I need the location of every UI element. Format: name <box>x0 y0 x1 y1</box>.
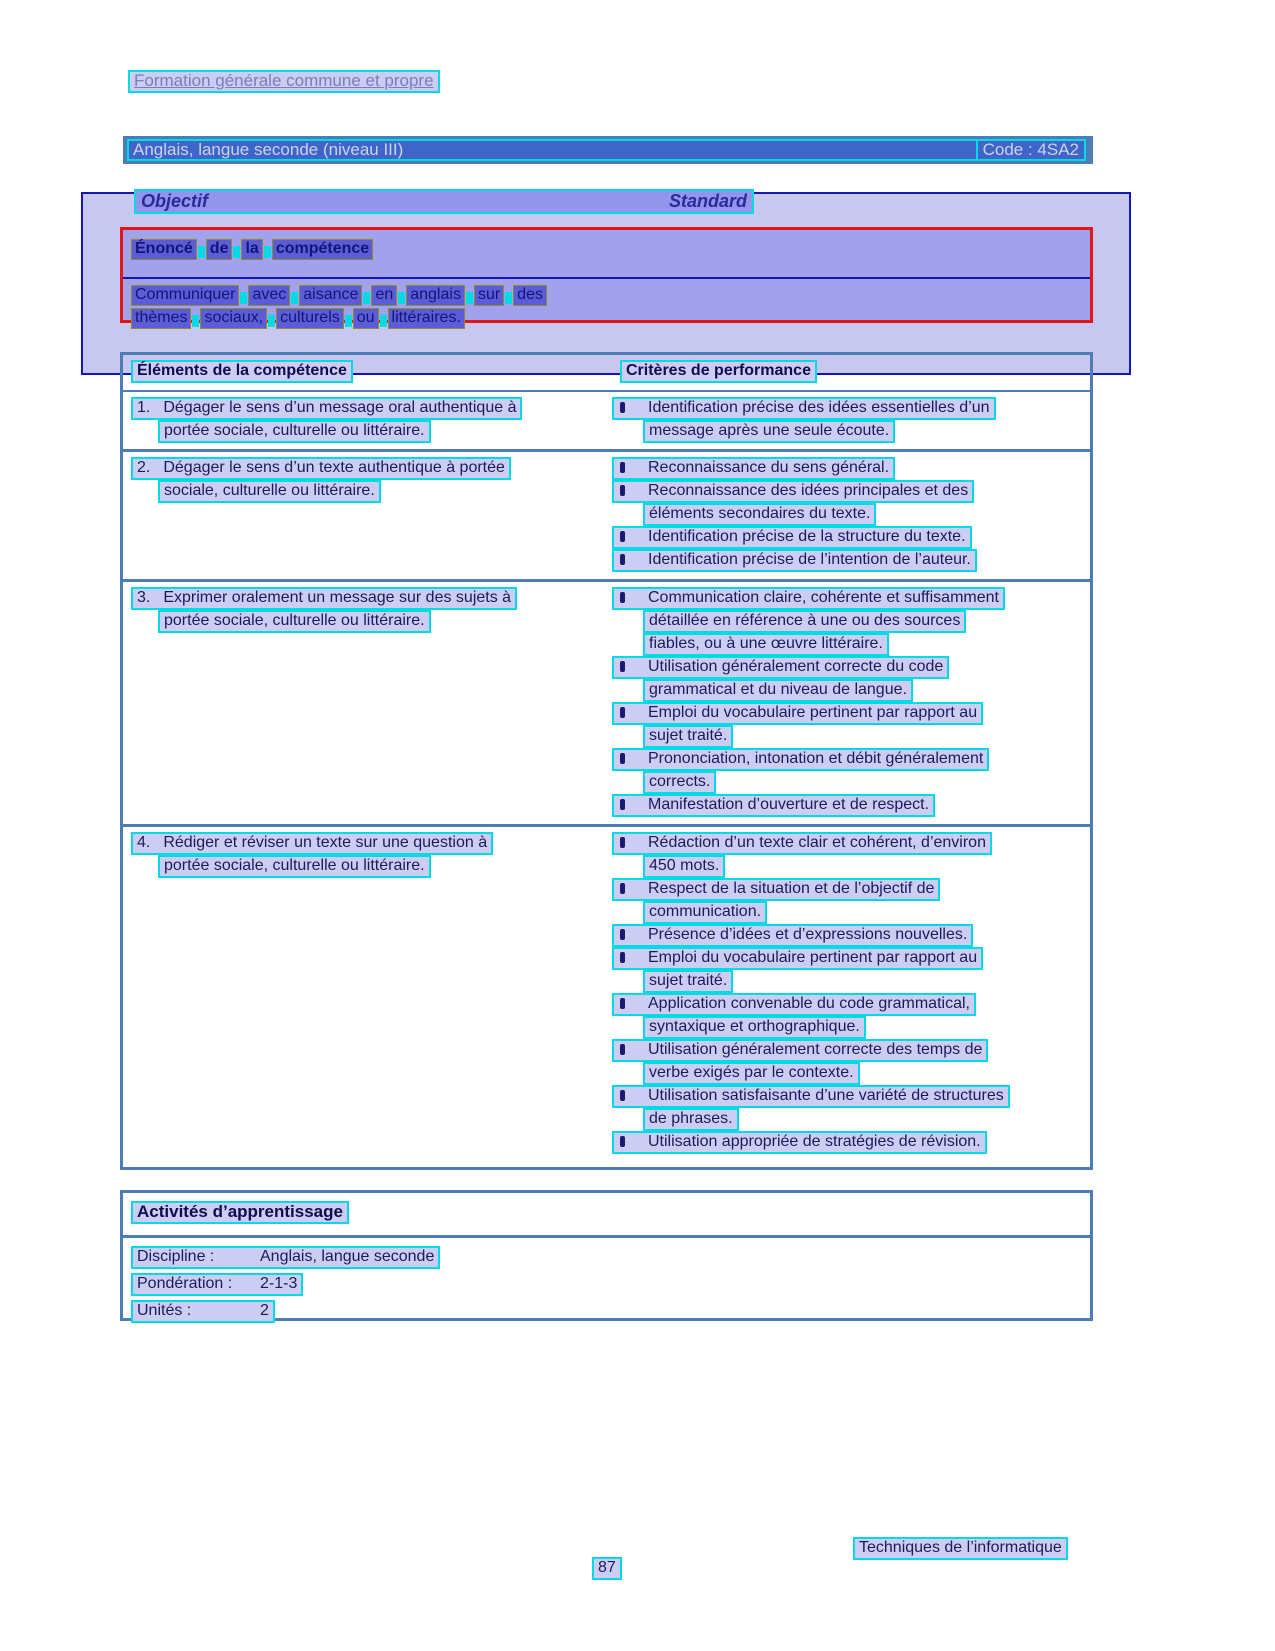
bullet-icon <box>620 952 625 963</box>
space-marker <box>291 292 298 304</box>
field-label: Discipline : <box>137 1248 215 1265</box>
enonce-box <box>120 227 1093 326</box>
space-marker <box>198 246 205 258</box>
criterion-line-text: Respect de la situation et de l’objectif de <box>648 880 935 897</box>
space-marker <box>380 315 387 327</box>
bullet-icon <box>620 485 625 496</box>
criterion-text <box>612 587 1005 610</box>
bullet-icon <box>620 883 625 894</box>
criterion-text <box>612 947 983 970</box>
field-value: 2-1-3 <box>260 1275 298 1292</box>
element-text <box>158 420 431 443</box>
criterion-line <box>612 702 1090 725</box>
bullet-icon <box>620 837 625 848</box>
criterion-line <box>612 480 1090 503</box>
criterion-line <box>612 748 1090 771</box>
bullet-icon <box>620 753 625 764</box>
activities-title-text: Activités d’apprentissage <box>131 1201 349 1224</box>
element-number: 4. <box>137 834 151 851</box>
activities-box <box>120 1190 1093 1321</box>
bullet-icon <box>620 554 625 565</box>
activity-field <box>131 1273 440 1300</box>
criterion-text <box>643 855 725 878</box>
space-marker <box>264 246 271 258</box>
criterion-text <box>612 549 977 572</box>
criterion-line <box>612 1039 1090 1062</box>
criterion-text <box>643 771 716 794</box>
word-box: sur <box>474 285 504 306</box>
activity-field-text <box>131 1300 275 1323</box>
element-number: 2. <box>137 459 151 476</box>
criterion-line <box>612 901 1090 924</box>
space-marker <box>233 246 240 258</box>
element-line-text: Dégager le sens d’un texte authentique à portée <box>163 459 505 476</box>
field-value: 2 <box>260 1302 269 1319</box>
element-text <box>158 855 431 878</box>
criterion-line-text: Emploi du vocabulaire pertinent par rapport au <box>648 704 978 721</box>
criterion-line <box>612 970 1090 993</box>
criterion-text <box>612 1085 1010 1108</box>
element-line-text: portée sociale, culturelle ou littéraire. <box>164 422 425 439</box>
criterion-text <box>643 725 733 748</box>
criterion-line-text: éléments secondaires du texte. <box>649 505 871 522</box>
criterion-line-text: Reconnaissance des idées principales et des <box>648 482 969 499</box>
space-marker <box>466 292 473 304</box>
bullet-icon <box>620 998 625 1009</box>
element-cell <box>123 587 612 824</box>
table-row <box>123 392 1090 449</box>
course-title: Anglais, langue seconde (niveau III) <box>133 140 404 159</box>
word-box: littéraires. <box>388 308 465 329</box>
criterion-text <box>612 656 949 679</box>
criterion-text <box>612 480 974 503</box>
criterion-line <box>612 397 1090 420</box>
criterion-line-text: 450 mots. <box>649 857 720 874</box>
criterion-line <box>612 1085 1090 1108</box>
criterion-text <box>643 1108 739 1131</box>
criterion-line <box>612 656 1090 679</box>
competence-table <box>120 352 1093 1170</box>
criterion-line-text: Reconnaissance du sens général. <box>648 459 890 476</box>
criterion-text <box>612 748 989 771</box>
criterion-line-text: Manifestation d’ouverture et de respect. <box>648 796 930 813</box>
element-line <box>131 610 612 633</box>
criterion-line-text: détaillée en référence à une ou des sources <box>649 612 961 629</box>
criterion-line <box>612 420 1090 443</box>
criterion-line-text: Identification précise des idées essentielles d’un <box>648 399 990 416</box>
word-box: anglais <box>406 285 465 306</box>
element-text <box>158 610 431 633</box>
footer-program-text: Techniques de l’informatique <box>853 1537 1068 1560</box>
criterion-line-text: corrects. <box>649 773 711 790</box>
footer-program <box>853 1537 1068 1560</box>
criterion-line <box>612 855 1090 878</box>
criterion-line-text: fiables, ou à une œuvre littéraire. <box>649 635 883 652</box>
criterion-line-text: communication. <box>649 903 762 920</box>
criterion-text <box>643 633 889 656</box>
criterion-text <box>612 1039 988 1062</box>
bullet-icon <box>620 1090 625 1101</box>
criterion-line-text: Utilisation généralement correcte du code <box>648 658 944 675</box>
criterion-line-text: Prononciation, intonation et débit généralement <box>648 750 984 767</box>
table-body <box>123 392 1090 1166</box>
word-box: la <box>241 239 262 260</box>
col2-header: Critères de performance <box>620 360 817 383</box>
activities-fields <box>131 1246 440 1327</box>
activity-field <box>131 1300 440 1327</box>
activity-field-text <box>131 1246 440 1269</box>
enonce-statement-line <box>131 285 547 307</box>
bullet-icon <box>620 531 625 542</box>
criterion-line-text: Utilisation généralement correcte des temps de <box>648 1041 983 1058</box>
word-box: aisance <box>299 285 362 306</box>
element-cell <box>123 397 612 449</box>
table-header-row <box>123 355 1090 392</box>
criterion-line-text: Application convenable du code grammatical, <box>648 995 970 1012</box>
element-text <box>131 832 493 855</box>
criterion-line <box>612 771 1090 794</box>
criterion-line <box>612 526 1090 549</box>
word-box: avec <box>248 285 290 306</box>
criteria-cell <box>612 832 1090 1166</box>
criterion-text <box>643 901 767 924</box>
criterion-line-text: Identification précise de la structure du texte. <box>648 528 966 545</box>
criterion-line-text: Emploi du vocabulaire pertinent par rapport au <box>648 949 978 966</box>
criterion-line <box>612 587 1090 610</box>
criterion-text <box>643 679 913 702</box>
element-text <box>131 457 511 480</box>
criterion-line <box>612 993 1090 1016</box>
element-line <box>131 420 612 443</box>
space-marker <box>363 292 370 304</box>
criterion-line <box>612 549 1090 572</box>
word-box: ou <box>353 308 379 329</box>
page-number-text: 87 <box>592 1557 622 1580</box>
element-line-text: Dégager le sens d’un message oral authentique à <box>163 399 517 416</box>
criterion-line <box>612 924 1090 947</box>
element-line-text: portée sociale, culturelle ou littéraire. <box>164 612 425 629</box>
criterion-text <box>612 526 972 549</box>
course-code: Code : 4SA2 <box>976 139 1086 161</box>
criterion-line <box>612 633 1090 656</box>
space-marker <box>192 315 199 327</box>
criterion-text <box>612 1131 987 1154</box>
element-cell <box>123 457 612 579</box>
element-line-text: portée sociale, culturelle ou littéraire. <box>164 857 425 874</box>
document-title-text: Formation générale commune et propre <box>128 70 440 93</box>
element-text <box>131 587 517 610</box>
element-line <box>131 855 612 878</box>
criteria-cell <box>612 457 1090 579</box>
criterion-text <box>612 832 992 855</box>
table-row <box>123 449 1090 579</box>
criterion-line <box>612 878 1090 901</box>
criterion-text <box>612 702 983 725</box>
element-line-text: Rédiger et réviser un texte sur une question à <box>163 834 488 851</box>
criterion-text <box>643 1062 860 1085</box>
element-line <box>131 457 612 480</box>
word-box: de <box>206 239 233 260</box>
page-number <box>592 1557 622 1580</box>
space-marker <box>398 292 405 304</box>
activities-separator <box>123 1235 1090 1238</box>
word-box: Communiquer <box>131 285 239 306</box>
criterion-text <box>643 610 966 633</box>
element-line <box>131 832 612 855</box>
course-bar-highlight <box>127 139 1086 161</box>
bullet-icon <box>620 799 625 810</box>
criterion-line-text: sujet traité. <box>649 972 728 989</box>
criterion-line <box>612 1131 1090 1154</box>
element-line-text: sociale, culturelle ou littéraire. <box>164 482 375 499</box>
element-cell <box>123 832 612 1166</box>
criterion-text <box>643 503 876 526</box>
criterion-line-text: Utilisation appropriée de stratégies de révision. <box>648 1133 981 1150</box>
document-title <box>128 70 440 93</box>
table-row <box>123 579 1090 824</box>
criteria-cell <box>612 397 1090 449</box>
space-marker <box>268 315 275 327</box>
criterion-line-text: Présence d’idées et d’expressions nouvelles. <box>648 926 968 943</box>
criterion-line-text: Utilisation satisfaisante d’une variété de structures <box>648 1087 1004 1104</box>
objectif-header: Objectif <box>141 191 209 211</box>
criterion-text <box>612 878 940 901</box>
criterion-line-text: de phrases. <box>649 1110 733 1127</box>
standard-header: Standard <box>668 191 747 211</box>
criterion-line-text: message après une seule écoute. <box>649 422 890 439</box>
element-line <box>131 587 612 610</box>
criterion-line <box>612 457 1090 480</box>
field-label: Pondération : <box>137 1275 233 1292</box>
bullet-icon <box>620 402 625 413</box>
criterion-line-text: syntaxique et orthographique. <box>649 1018 860 1035</box>
element-line <box>131 397 612 420</box>
enonce-statement <box>131 285 547 331</box>
criterion-line <box>612 832 1090 855</box>
table-row <box>123 824 1090 1166</box>
word-box: sociaux, <box>200 308 267 329</box>
word-box: des <box>513 285 547 306</box>
bullet-icon <box>620 1044 625 1055</box>
criterion-text <box>643 420 895 443</box>
activity-field-text <box>131 1273 303 1296</box>
criterion-line <box>612 725 1090 748</box>
bullet-icon <box>620 929 625 940</box>
criterion-text <box>612 993 976 1016</box>
enonce-statement-line <box>131 308 547 330</box>
bullet-icon <box>620 707 625 718</box>
field-value: Anglais, langue seconde <box>260 1248 435 1265</box>
course-bar <box>123 136 1093 164</box>
criterion-line <box>612 610 1090 633</box>
space-marker <box>345 315 352 327</box>
criterion-line <box>612 503 1090 526</box>
criterion-line-text: sujet traité. <box>649 727 728 744</box>
objectif-standard-strip <box>134 189 754 214</box>
criterion-text <box>612 397 996 420</box>
activity-field <box>131 1246 440 1273</box>
criterion-line-text: Identification précise de l’intention de l’auteur. <box>648 551 971 568</box>
criterion-line-text: grammatical et du niveau de langue. <box>649 681 907 698</box>
element-number: 3. <box>137 589 151 606</box>
space-marker <box>240 292 247 304</box>
bullet-icon <box>620 1136 625 1147</box>
criterion-line <box>612 1016 1090 1039</box>
activities-title <box>131 1201 1090 1224</box>
criterion-line-text: Rédaction d’un texte clair et cohérent, d’environ <box>648 834 986 851</box>
criterion-line <box>612 1062 1090 1085</box>
criterion-line <box>612 1108 1090 1131</box>
space-marker <box>505 292 512 304</box>
criterion-line-text: verbe exigés par le contexte. <box>649 1064 854 1081</box>
element-number: 1. <box>137 399 151 416</box>
element-text <box>158 480 381 503</box>
criterion-text <box>643 1016 866 1039</box>
criterion-text <box>612 457 895 480</box>
bullet-icon <box>620 462 625 473</box>
criterion-line <box>612 947 1090 970</box>
criteria-cell <box>612 587 1090 824</box>
element-line <box>131 480 612 503</box>
enonce-title-line <box>131 239 1090 261</box>
element-line-text: Exprimer oralement un message sur des sujets à <box>163 589 512 606</box>
bullet-icon <box>620 661 625 672</box>
bullet-icon <box>620 592 625 603</box>
word-box: thèmes <box>131 308 191 329</box>
criterion-line <box>612 679 1090 702</box>
col1-header: Éléments de la compétence <box>131 360 353 383</box>
word-box: en <box>371 285 397 306</box>
criterion-text <box>612 794 935 817</box>
field-label: Unités : <box>137 1302 192 1319</box>
word-box: Énoncé <box>131 239 197 260</box>
element-text <box>131 397 522 420</box>
enonce-separator <box>123 277 1090 279</box>
criterion-text <box>643 970 733 993</box>
criterion-line-text: Communication claire, cohérente et suffisamment <box>648 589 999 606</box>
criterion-text <box>612 924 973 947</box>
criterion-line <box>612 794 1090 817</box>
word-box: culturels <box>276 308 344 329</box>
word-box: compétence <box>272 239 373 260</box>
